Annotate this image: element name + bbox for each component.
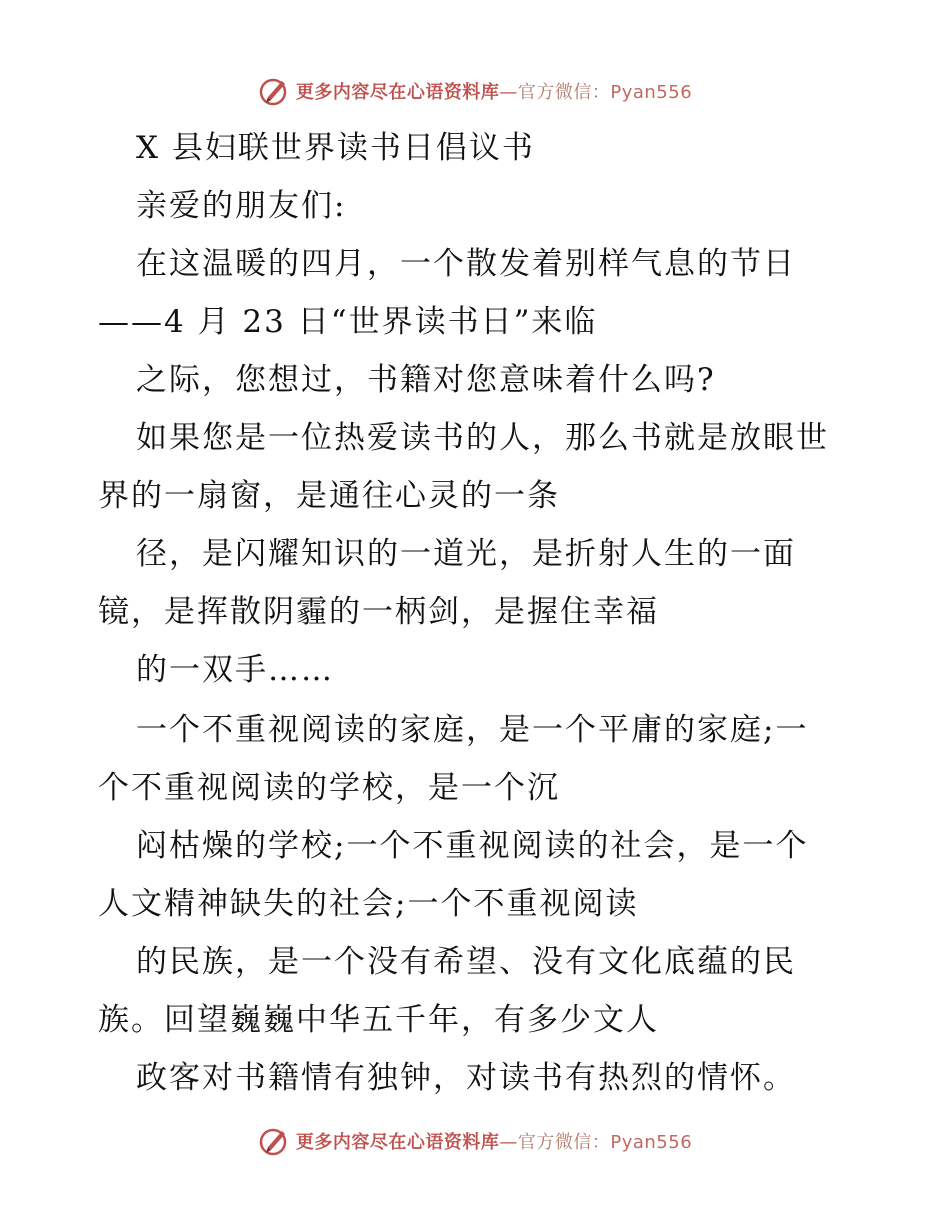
watermark-text [296,78,692,104]
salutation: 亲爱的朋友们: [136,188,347,224]
watermark-official-label: 官方微信： [517,1132,611,1153]
watermark-official-label: 官方微信： [517,82,611,103]
text-line: 径，是闪耀知识的一道光，是折射人生的一面 [136,536,796,572]
pen-logo-icon [258,75,290,107]
pen-logo-icon [258,1125,290,1157]
text-line: 镜，是挥散阴霾的一柄剑，是握住幸福 [98,594,659,630]
watermark-dash: — [499,82,518,103]
watermark-dash: — [499,1132,518,1153]
text-line: 在这温暖的四月，一个散发着别样气息的节日 [136,246,796,282]
watermark-wechat-id: Pyan556 [610,82,693,103]
text-line: 界的一扇窗，是通往心灵的一条 [98,478,560,514]
header-watermark [0,74,950,108]
text-line: 族。回望巍巍中华五千年，有多少文人 [98,1002,659,1038]
footer-watermark [0,1124,950,1158]
document-title: X 县妇联世界读书日倡议书 [136,130,535,166]
text-line: 一个不重视阅读的家庭，是一个平庸的家庭;一 [136,712,809,748]
watermark-wechat-id: Pyan556 [610,1132,693,1153]
text-line: 之际，您想过，书籍对您意味着什么吗? [136,362,716,398]
text-line: 政客对书籍情有独钟，对读书有热烈的情怀。 [136,1060,796,1096]
watermark-brand: 更多内容尽在心语资料库 [295,1132,500,1153]
text-line: 个不重视阅读的学校，是一个沉 [98,770,560,806]
text-line: 的一双手…… [136,652,334,688]
watermark-brand: 更多内容尽在心语资料库 [295,82,500,103]
text-line: 人文精神缺失的社会;一个不重视阅读 [98,886,639,922]
watermark-text [296,1128,692,1154]
text-line: 如果您是一位热爱读书的人，那么书就是放眼世 [136,420,829,456]
text-line: ——4 月 23 日“世界读书日”来临 [98,304,598,340]
text-line: 闷枯燥的学校;一个不重视阅读的社会，是一个 [136,828,809,864]
text-line: 的民族，是一个没有希望、没有文化底蕴的民 [136,944,796,980]
